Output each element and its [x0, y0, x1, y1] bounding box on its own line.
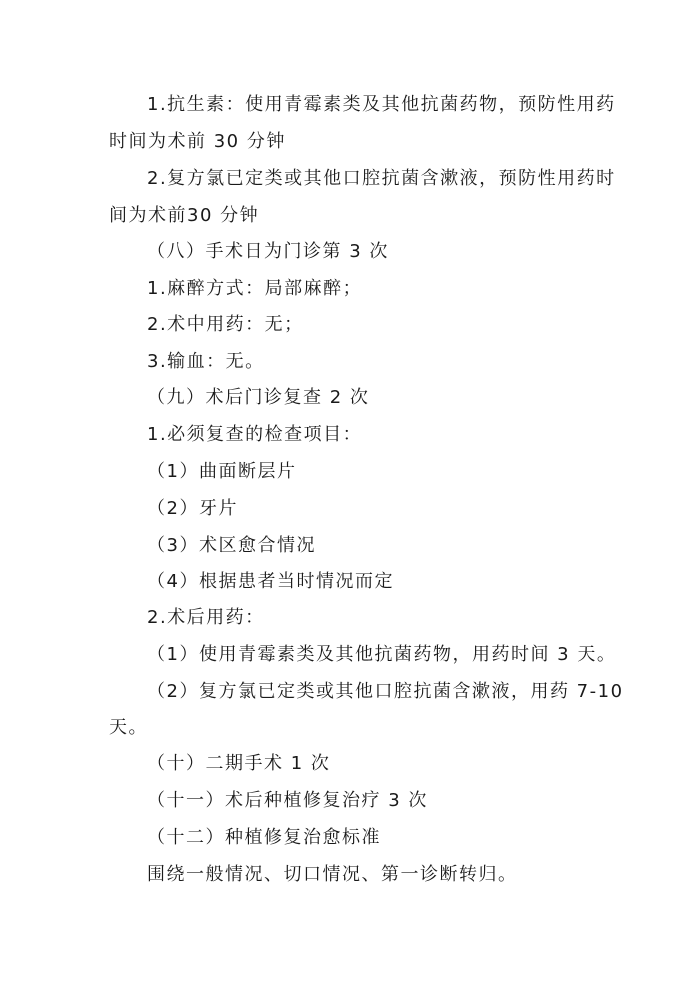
list-item-check-2: （2）牙片: [147, 498, 238, 519]
list-item-postop-drug-1: （1）使用青霉素类及其他抗菌药物，用药时间 3 天。: [147, 644, 617, 665]
list-item-postop-drug-2: （2）复方氯已定类或其他口腔抗菌含漱液，用药 7-10: [147, 681, 624, 702]
text-line-postop-drug: 2.术后用药：: [147, 607, 265, 628]
list-item-check-1: （1）曲面断层片: [147, 461, 297, 482]
text-line-criteria: 围绕一般情况、切口情况、第一诊断转归。: [147, 864, 518, 885]
text-line-mouthwash: 2.复方氯已定类或其他口腔抗菌含漱液，预防性用药时: [147, 168, 616, 189]
section-heading-9: （九）术后门诊复查 2 次: [147, 387, 370, 408]
text-line-antibiotic-cont: 时间为术前 30 分钟: [109, 131, 286, 152]
section-heading-10: （十）二期手术 1 次: [147, 753, 331, 774]
text-line-anesthesia: 1.麻醉方式：局部麻醉；: [147, 278, 363, 299]
section-heading-12: （十二）种植修复治愈标准: [147, 827, 381, 848]
section-heading-11: （十一）术后种植修复治疗 3 次: [147, 790, 428, 811]
list-item-postop-drug-2-cont: 天。: [109, 717, 148, 738]
text-line-mouthwash-cont: 间为术前30 分钟: [109, 205, 260, 226]
list-item-check-3: （3）术区愈合情况: [147, 535, 316, 556]
section-heading-8: （八）手术日为门诊第 3 次: [147, 241, 389, 262]
text-line-transfusion: 3.输血：无。: [147, 351, 265, 372]
text-line-required-checks: 1.必须复查的检查项目：: [147, 424, 363, 445]
text-line-intraop-drug: 2.术中用药：无；: [147, 314, 304, 335]
list-item-check-4: （4）根据患者当时情况而定: [147, 571, 394, 592]
text-line-antibiotic: 1.抗生素：使用青霉素类及其他抗菌药物，预防性用药: [147, 94, 616, 115]
